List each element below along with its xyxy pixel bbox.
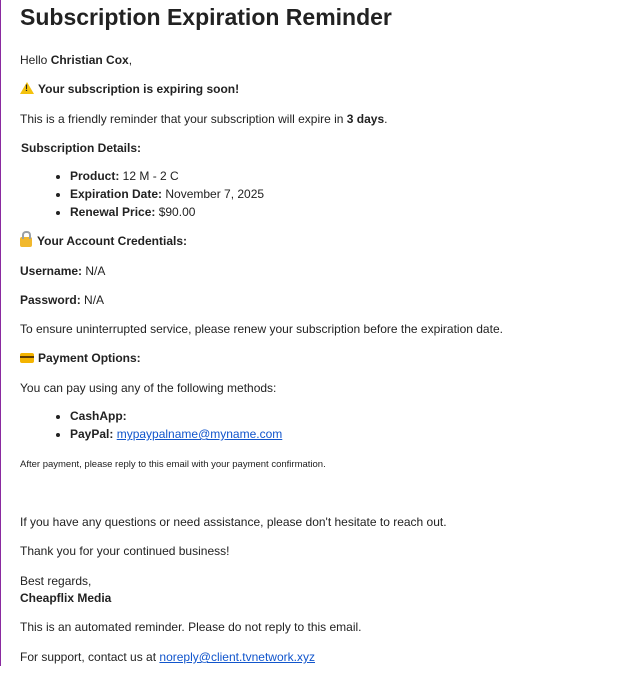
subscription-details-heading: Subscription Details:	[21, 141, 142, 155]
questions-text: If you have any questions or need assistance, please don't hesitate to reach out.	[20, 515, 447, 529]
greeting-prefix: Hello	[20, 53, 51, 67]
password-label: Password:	[20, 293, 81, 307]
payment-intro: You can pay using any of the following methods:	[20, 381, 277, 395]
detail-label: Renewal Price:	[70, 205, 156, 219]
message-left-border	[0, 0, 1, 666]
support-email-link[interactable]: noreply@client.tvnetwork.xyz	[159, 650, 315, 664]
payment-heading	[20, 350, 141, 366]
payment-method-paypal	[70, 425, 282, 443]
subscription-details-list	[20, 167, 264, 221]
payment-method-label: PayPal:	[70, 427, 114, 441]
username-value: N/A	[82, 264, 106, 278]
detail-value: $90.00	[155, 205, 196, 219]
signoff-regards: Best regards,	[20, 574, 92, 588]
reminder-suffix: .	[384, 112, 388, 126]
support-line	[20, 649, 315, 665]
password-row	[20, 292, 104, 308]
credentials-heading	[20, 233, 187, 249]
expiry-alert-text: Your subscription is expiring soon!	[38, 82, 240, 96]
signoff-company: Cheapflix Media	[20, 591, 112, 605]
credit-card-icon	[20, 353, 34, 363]
days-remaining: 3 days	[346, 112, 385, 126]
renew-note: To ensure uninterrupted service, please renew your subscription before the expiration date.	[20, 322, 503, 336]
reminder-text	[20, 111, 388, 127]
support-prefix: For support, contact us at	[20, 650, 160, 664]
customer-name: Christian Cox	[50, 53, 129, 67]
reminder-prefix: This is a friendly reminder that your subscription will expire in	[20, 112, 347, 126]
payment-heading-text: Payment Options:	[38, 351, 141, 365]
detail-label: Expiration Date:	[70, 187, 163, 201]
after-payment-note: After payment, please reply to this email with your payment confirmation.	[20, 459, 326, 470]
greeting	[20, 52, 132, 68]
warning-icon	[20, 82, 34, 94]
detail-label: Product:	[70, 169, 120, 183]
payment-method-cashapp	[70, 407, 282, 425]
lock-icon	[20, 237, 32, 247]
credentials-heading-text: Your Account Credentials:	[37, 234, 188, 248]
password-value: N/A	[80, 293, 105, 307]
payment-methods-list	[20, 407, 282, 443]
detail-value: 12 M - 2 C	[119, 169, 179, 183]
username-label: Username:	[20, 264, 83, 278]
username-row	[20, 263, 105, 279]
detail-expiration-date	[70, 185, 264, 203]
detail-value: November 7, 2025	[162, 187, 265, 201]
expiry-alert	[20, 81, 239, 97]
greeting-suffix: ,	[128, 53, 133, 67]
detail-renewal-price	[70, 203, 264, 221]
automated-note: This is an automated reminder. Please do not reply to this email.	[20, 620, 362, 634]
email-title: Subscription Expiration Reminder	[20, 4, 392, 30]
detail-product	[70, 167, 264, 185]
thanks-text: Thank you for your continued business!	[20, 544, 230, 558]
paypal-email-link[interactable]: mypaypalname@myname.com	[116, 427, 283, 441]
payment-method-label: CashApp:	[70, 409, 127, 423]
